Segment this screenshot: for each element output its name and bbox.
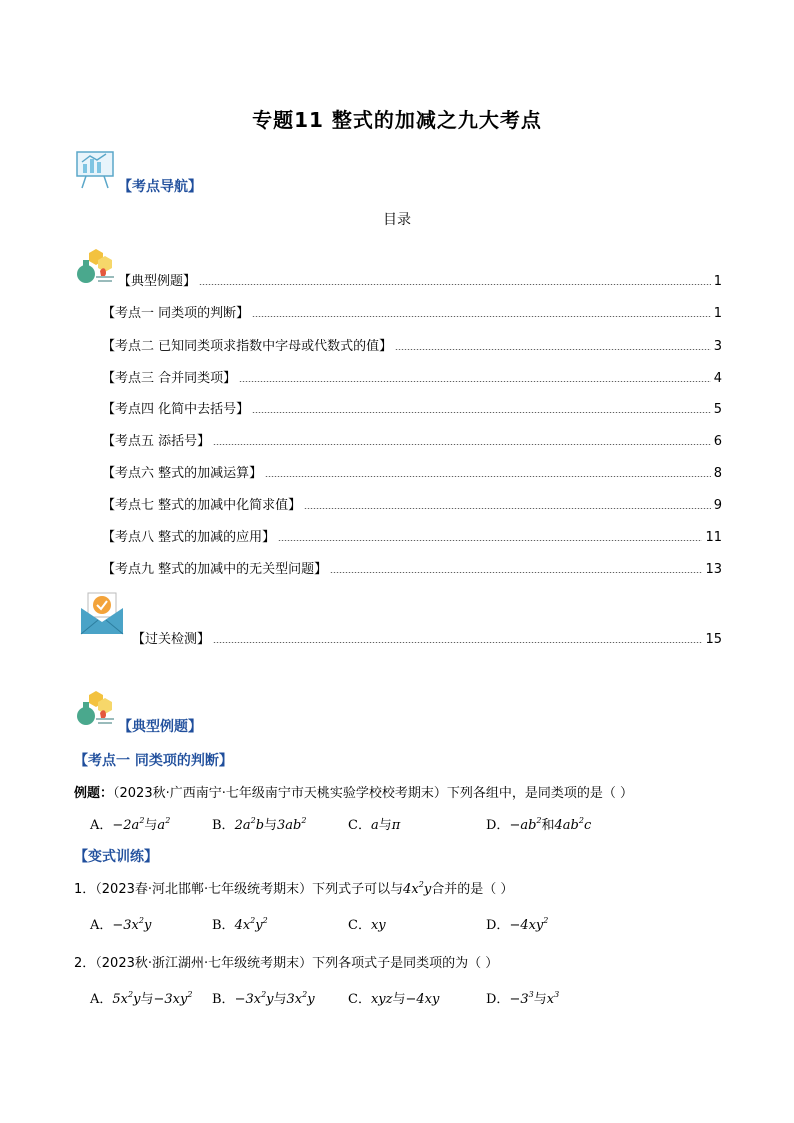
toc-item-label: 【考点二 已知同类项求指数中字母或代数式的值】 (102, 339, 393, 354)
toc-item-label: 【考点七 整式的加减中化简求值】 (102, 498, 302, 513)
toc-item-label: 【考点三 合并同类项】 (102, 371, 237, 386)
toc-item-label: 【考点五 添括号】 (102, 434, 211, 449)
toc-leader (265, 476, 711, 477)
toc-item-label: 【考点九 整式的加减中的无关型问题】 (102, 562, 328, 577)
option-b[interactable]: B．$4x^2y^2$ (212, 916, 268, 933)
toc-item[interactable] (102, 399, 722, 417)
section-typical-heading: 【典型例题】 (118, 719, 202, 735)
check-envelope-icon (78, 590, 126, 636)
example-question (74, 782, 633, 801)
question-2: 2．（2023秋·浙江湖州·七年级统考期末）下列各项式子是同类项的为（ ） (74, 956, 499, 971)
toc-leader (252, 316, 711, 317)
toc-leader (213, 444, 711, 445)
toc-leader (252, 412, 711, 413)
toc-item[interactable] (102, 559, 722, 577)
example-options (0, 814, 794, 834)
toc-item[interactable] (102, 303, 722, 321)
toc-item[interactable] (118, 271, 722, 289)
toc-leader (304, 508, 711, 509)
toc-item[interactable] (102, 463, 722, 481)
toc-item-label: 【过关检测】 (132, 632, 211, 647)
toc-leader (239, 381, 711, 382)
option-d[interactable]: D．$-3^3$与$x^3$ (486, 990, 560, 1007)
toc-leader (213, 642, 702, 643)
toc-page-number: 1 (713, 274, 722, 289)
toc-item[interactable] (102, 495, 722, 513)
variant-heading: 【变式训练】 (74, 849, 158, 865)
nav-label: 【考点导航】 (118, 179, 202, 195)
flask-icon (72, 688, 118, 728)
toc-page-number: 8 (713, 466, 722, 481)
toc-page-number: 5 (713, 402, 722, 417)
toc-page-number: 1 (713, 306, 722, 321)
toc-page-number: 9 (713, 498, 722, 513)
toc-page-number: 3 (713, 339, 722, 354)
toc-item-label: 【考点六 整式的加减运算】 (102, 466, 263, 481)
option-a[interactable]: A．$-3x^2y$ (90, 916, 152, 933)
toc-item-label: 【典型例题】 (118, 274, 197, 289)
toc-leader (330, 572, 702, 573)
toc-page-number: 13 (705, 562, 722, 577)
toc-title: 目录 (383, 212, 411, 228)
toc-leader (278, 540, 702, 541)
option-c[interactable]: C．xyz与−4xy (348, 992, 440, 1007)
option-a[interactable]: A．$5x^2y$与$-3xy^2$ (90, 990, 193, 1007)
option-c[interactable]: C．a与π (348, 818, 401, 833)
toc-item-label: 【考点四 化简中去括号】 (102, 402, 250, 417)
option-b[interactable]: B．$-3x^2y$与$3x^2y$ (212, 990, 315, 1007)
page-title: 专题11 整式的加减之九大考点 (252, 108, 542, 132)
example-prefix: 例题： (74, 786, 114, 801)
chart-board-icon (74, 148, 118, 190)
toc-page-number: 4 (713, 371, 722, 386)
question-1: 1．（2023春·河北邯郸·七年级统考期末）下列式子可以与$4x^2y$合并的是（ ） (74, 880, 514, 897)
example-text: （2023秋·广西南宁·七年级南宁市天桃实验学校校考期末）下列各组中，是同类项的是（ ） (113, 786, 633, 801)
toc-item[interactable] (102, 336, 722, 354)
toc-item-label: 【考点八 整式的加减的应用】 (102, 530, 276, 545)
topic-heading: 【考点一 同类项的判断】 (74, 753, 233, 769)
toc-page-number: 11 (705, 530, 722, 545)
toc-item[interactable] (132, 629, 722, 647)
option-b[interactable]: B．$2a^2b$与$3ab^2$ (212, 816, 307, 833)
toc-item[interactable] (102, 527, 722, 545)
toc-page-number: 6 (713, 434, 722, 449)
option-d[interactable]: D．$-4xy^2$ (486, 916, 549, 933)
option-d[interactable]: D．$-ab^2$和$4ab^2c$ (486, 816, 592, 833)
flask-icon (72, 246, 118, 286)
toc-leader (199, 284, 711, 285)
toc-item[interactable] (102, 431, 722, 449)
option-a[interactable]: A．$-2a^2$与$a^2$ (90, 816, 171, 833)
option-c[interactable]: C．xy (348, 918, 386, 933)
toc-page-number: 15 (705, 632, 722, 647)
toc-item-label: 【考点一 同类项的判断】 (102, 306, 250, 321)
toc-leader (395, 349, 711, 350)
toc-item[interactable] (102, 368, 722, 386)
question-2-options (0, 988, 794, 1008)
question-1-options (0, 914, 794, 934)
